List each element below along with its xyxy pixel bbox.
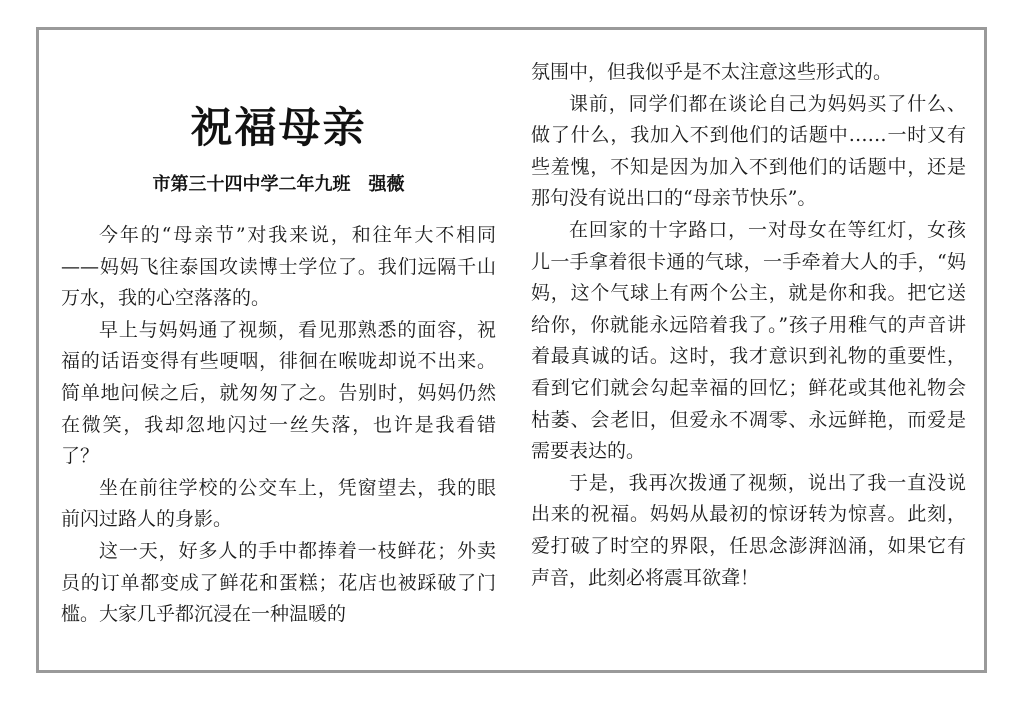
left-body <box>61 220 496 631</box>
right-column <box>531 57 966 594</box>
article-frame <box>36 27 987 673</box>
paragraph-4: 这一天，好多人的手中都捧着一枝鲜花；外卖员的订单都变成了鲜花和蛋糕；花店也被踩破了门槛。大家几乎都沉浸在一种温暖的 <box>61 539 496 626</box>
paragraph-2: 早上与妈妈通了视频，看见那熟悉的面容，祝福的话语变得有些哽咽，徘徊在喉咙却说不出来。简单地问候之后，就匆匆了之。告别时，妈妈仍然在微笑，我却忽地闪过一丝失落，也许是我看错了？ <box>61 318 496 468</box>
article-byline: 市第三十四中学二年九班 强薇 <box>152 174 405 195</box>
paragraph-4-continuation: 氛围中，但我似乎是不太注意这些形式的。 <box>531 61 893 83</box>
paragraph-6: 在回家的十字路口，一对母女在等红灯，女孩儿一手拿着很卡通的气球，一手牵着大人的手，“妈妈，这个气球上有两个公主，就是你和我。把它送给你，你就能永远陪着我了。”孩子用稚气的声音讲着最真诚的话。这时，我才意识到礼物的重要性，看到它们就会勾起幸福的回忆；鲜花或其他礼物会枯萎、会老旧，但爱永不凋零、永远鲜艳，而爱是需要表达的。 <box>531 218 966 463</box>
article-title: 祝福母亲 <box>190 103 367 152</box>
paragraph-3: 坐在前往学校的公交车上，凭窗望去，我的眼前闪过路人的身影。 <box>61 476 496 531</box>
paragraph-1: 今年的“母亲节”对我来说，和往年大不相同——妈妈飞往泰国攻读博士学位了。我们远隔千山万水，我的心空落落的。 <box>61 224 496 310</box>
paragraph-5: 课前，同学们都在谈论自己为妈妈买了什么、做了什么，我加入不到他们的话题中……一时又有些羞愧，不知是因为加入不到他们的话题中，还是那句没有说出口的“母亲节快乐”。 <box>531 92 966 210</box>
paragraph-7: 于是，我再次拨通了视频，说出了我一直没说出来的祝福。妈妈从最初的惊讶转为惊喜。此刻，爱打破了时空的界限，任思念澎湃汹涌，如果它有声音，此刻必将震耳欲聋！ <box>531 471 966 589</box>
